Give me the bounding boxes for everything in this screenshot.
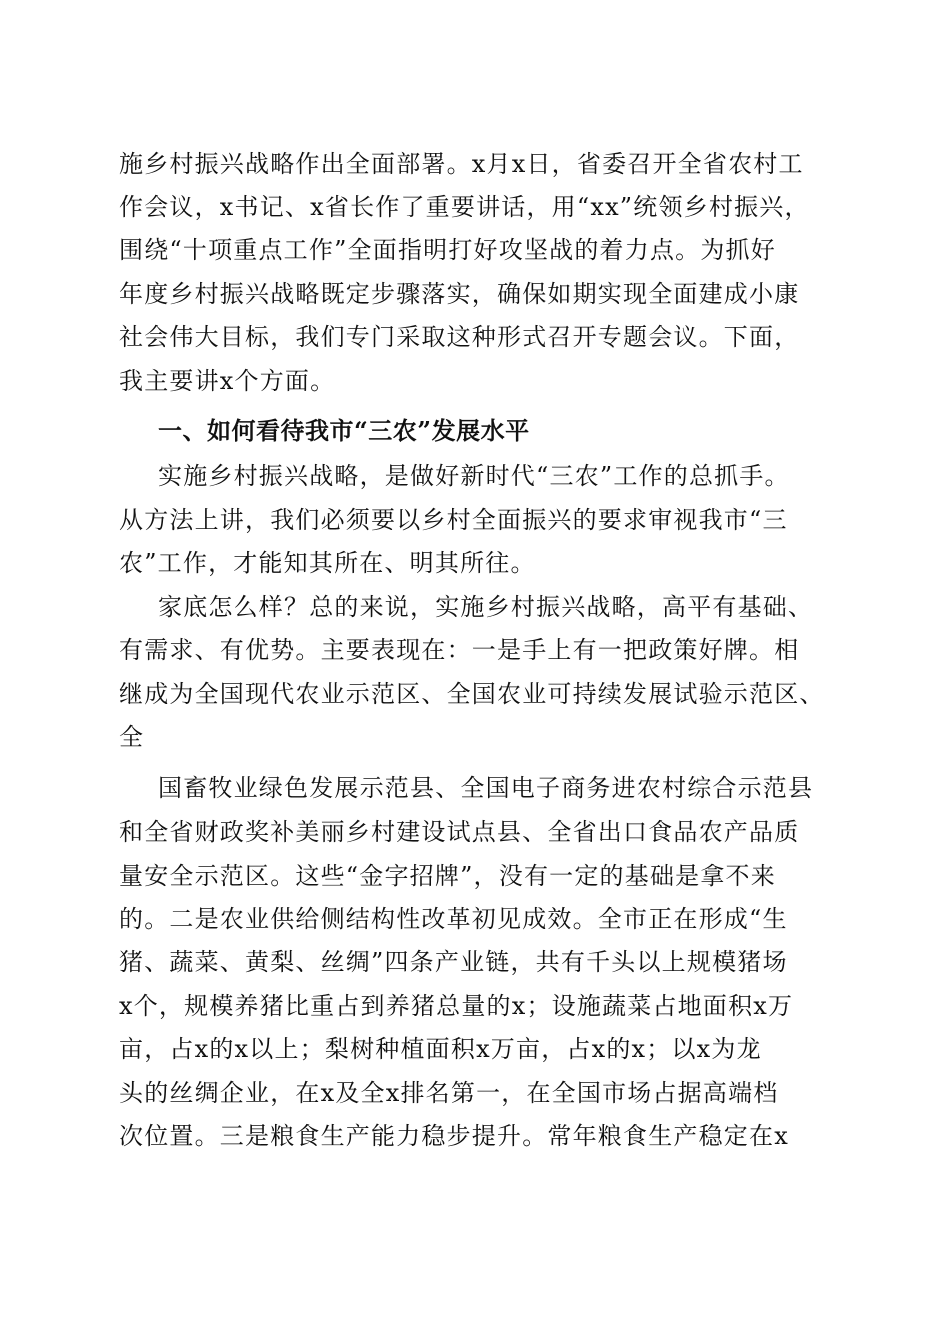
para3-line-5: 猪、蔬菜、黄梨、丝绸”四条产业链，共有千头以上规模猪场 xyxy=(119,948,788,976)
para3-line-8: 头的丝绸企业，在x及全x排名第一，在全国市场占据高端档 xyxy=(119,1079,779,1107)
para1-line-2: 从方法上讲，我们必须要以乡村全面振兴的要求审视我市“三 xyxy=(119,506,788,534)
intro-line-4: 年度乡村振兴战略既定步骤落实，确保如期实现全面建成小康 xyxy=(119,280,800,308)
para3-line-6: x个，规模养猪比重占到养猪总量的x；设施蔬菜占地面积x万 xyxy=(119,992,794,1020)
intro-line-1: 施乡村振兴战略作出全面部署。x月x日，省委召开全省农村工 xyxy=(119,150,804,178)
intro-line-6: 我主要讲x个方面。 xyxy=(119,367,336,395)
para3-line-7: 亩，占x的x以上；梨树种植面积x万亩，占x的x；以x为龙 xyxy=(119,1035,762,1063)
para2-line-2: 有需求、有优势。主要表现在：一是手上有一把政策好牌。相 xyxy=(119,636,800,664)
para2-line-3: 继成为全国现代农业示范区、全国农业可持续发展试验示范区、 xyxy=(119,680,825,708)
para3-line-1: 国畜牧业绿色发展示范县、全国电子商务进农村综合示范县 xyxy=(158,774,814,802)
para2-line-1: 家底怎么样？总的来说，实施乡村振兴战略，高平有基础、 xyxy=(158,593,814,621)
intro-line-3: 围绕“十项重点工作”全面指明打好攻坚战的着力点。为抓好 xyxy=(119,236,776,264)
para3-line-9: 次位置。三是粮食生产能力稳步提升。常年粮食生产稳定在x xyxy=(119,1122,789,1150)
para1-line-3: 农”工作，才能知其所在、明其所往。 xyxy=(119,549,536,577)
para2-line-4: 全 xyxy=(119,723,145,751)
para3-line-4: 的。二是农业供给侧结构性改革初见成效。全市正在形成“生 xyxy=(119,905,788,933)
intro-line-5: 社会伟大目标，我们专门采取这种形式召开专题会议。下面， xyxy=(119,323,800,351)
intro-line-2: 作会议，x书记、x省长作了重要讲话，用“xx”统领乡村振兴， xyxy=(119,193,810,221)
para3-line-2: 和全省财政奖补美丽乡村建设试点县、全省出口食品农产品质 xyxy=(119,818,800,846)
para1-line-1: 实施乡村振兴战略，是做好新时代“三农”工作的总抓手。 xyxy=(158,462,790,490)
para3-line-3: 量安全示范区。这些“金字招牌”，没有一定的基础是拿不来 xyxy=(119,862,776,890)
section-heading: 一、如何看待我市“三农”发展水平 xyxy=(158,416,530,445)
